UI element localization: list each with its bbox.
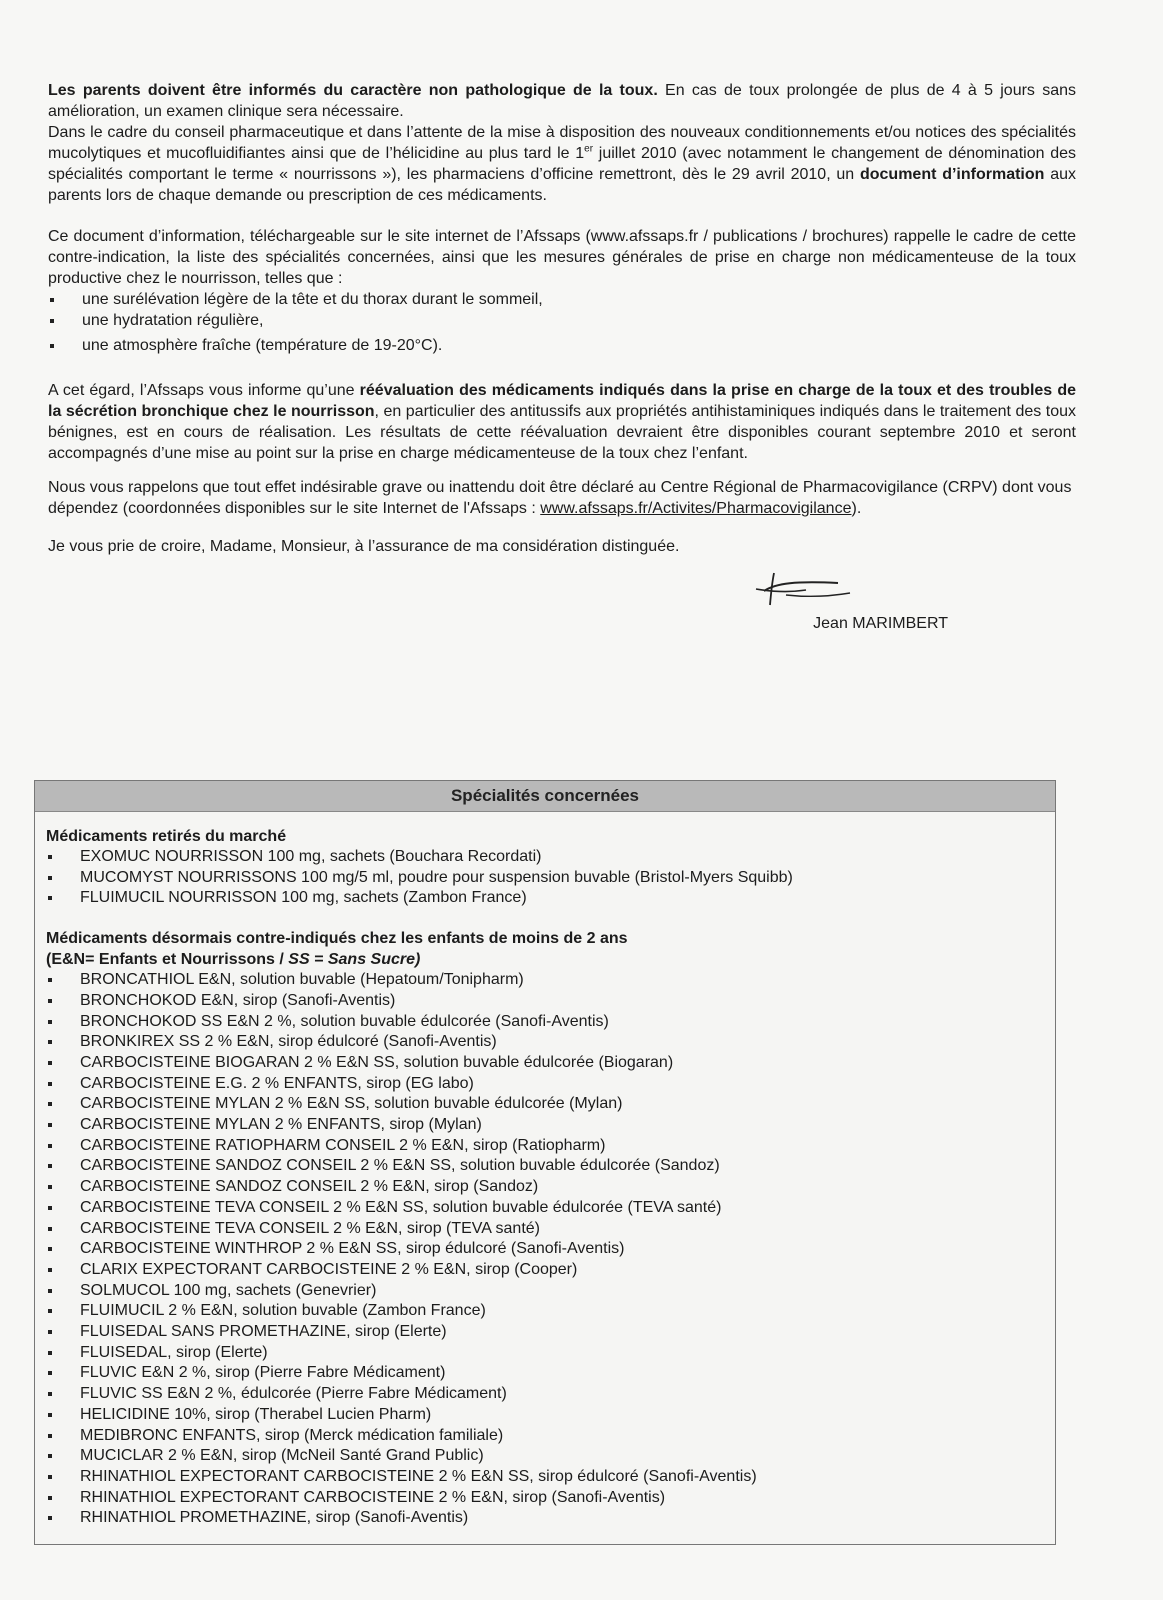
list-item: HELICIDINE 10%, sirop (Therabel Lucien Pharm) — [46, 1405, 1044, 1426]
list-item: MUCOMYST NOURRISSONS 100 mg/5 ml, poudre pour suspension buvable (Bristol-Myers Squibb) — [46, 868, 1044, 889]
list-item: BRONCATHIOL E&N, solution buvable (Hepatoum/Tonipharm) — [46, 970, 1044, 991]
list-item: FLUIMUCIL 2 % E&N, solution buvable (Zambon France) — [46, 1301, 1044, 1322]
list-item: BRONCHOKOD SS E&N 2 %, solution buvable édulcorée (Sanofi-Aventis) — [46, 1012, 1044, 1033]
list-item: CARBOCISTEINE TEVA CONSEIL 2 % E&N SS, solution buvable édulcorée (TEVA santé) — [46, 1198, 1044, 1219]
legend-part-b: SS = Sans Sucre) — [288, 951, 421, 969]
list-item: RHINATHIOL EXPECTORANT CARBOCISTEINE 2 % E&N, sirop (Sanofi-Aventis) — [46, 1488, 1044, 1509]
contraindicated-title: Médicaments désormais contre-indiqués chez les enfants de moins de 2 ans — [46, 930, 628, 948]
reeval-text-a: A cet égard, l’Afssaps vous informe qu’une — [48, 382, 360, 399]
list-item: FLUVIC E&N 2 %, sirop (Pierre Fabre Médicament) — [46, 1363, 1044, 1384]
specialties-box — [34, 780, 1056, 1545]
list-item: FLUIMUCIL NOURRISSON 100 mg, sachets (Zambon France) — [46, 888, 1044, 909]
advice-text-b: juillet 2010 (avec notamment le changement de dénomination des spécialités comportant le terme « nourrissons »), les pharmaciens d’officine remettront, dès le 29 avril 2010, un — [48, 145, 1077, 183]
list-item: FLUISEDAL SANS PROMETHAZINE, sirop (Elerte) — [46, 1322, 1044, 1343]
signature-block — [48, 569, 1076, 639]
intro-paragraph — [48, 80, 1076, 206]
list-item: CARBOCISTEINE RATIOPHARM CONSEIL 2 % E&N, sirop (Ratiopharm) — [46, 1136, 1044, 1157]
list-item: FLUISEDAL, sirop (Elerte) — [46, 1343, 1044, 1364]
reevaluation-paragraph — [48, 380, 1076, 464]
list-item: MUCICLAR 2 % E&N, sirop (McNeil Santé Grand Public) — [46, 1446, 1044, 1467]
list-item: CARBOCISTEINE E.G. 2 % ENFANTS, sirop (EG labo) — [46, 1074, 1044, 1095]
legend-part-a: (E&N= Enfants et Nourrissons / — [46, 951, 289, 969]
list-item: CARBOCISTEINE TEVA CONSEIL 2 % E&N, sirop (TEVA santé) — [46, 1219, 1044, 1240]
list-item: BRONCHOKOD E&N, sirop (Sanofi-Aventis) — [46, 991, 1044, 1012]
pharmaco-text: Nous vous rappelons que tout effet indésirable grave ou inattendu doit être déclaré au Centre Régional de Pharmacovigilance (CRPV) dont vous dépendez (coordonnées disponibles sur le site Internet de l'Afssaps : — [48, 479, 1072, 517]
list-item: BRONKIREX SS 2 % E&N, sirop édulcoré (Sanofi-Aventis) — [46, 1032, 1044, 1053]
pharmacovigilance-paragraph — [48, 477, 1076, 519]
doc-info-paragraph: Ce document d’information, téléchargeable sur le site internet de l’Afssaps (www.afssaps.fr / publications / brochures) rappelle le cadre de cette contre-indication, la liste des spécialités concernées, ainsi que les mesures générales de prise en charge non médicamenteuse de la toux productive chez le nourrisson, telles que : — [48, 228, 1076, 287]
list-item: CARBOCISTEINE WINTHROP 2 % E&N SS, sirop édulcoré (Sanofi-Aventis) — [46, 1239, 1044, 1260]
reeval-bold: réévaluation des médicaments indiqués dans la prise en charge de la toux et des troubles de la sécrétion bronchique chez le nourrisson — [48, 382, 1077, 420]
reeval-text-b: , en particulier des antitussifs aux propriétés antihistaminiques indiqués dans le traitement des toux bénignes, est en cours de réalisation. Les résultats de cette réévaluation devraient être disponibles courant septembre 2010 et seront accompagnés d’une mise au point sur la prise en charge médicamenteuse de la toux chez l’enfant. — [48, 403, 1077, 462]
pharmacovigilance-link[interactable]: www.afssaps.fr/Activites/Pharmacovigilance — [540, 500, 852, 517]
superscript-er: er — [584, 143, 594, 155]
list-item: MEDIBRONC ENFANTS, sirop (Merck médication familiale) — [46, 1426, 1044, 1447]
list-item: une surélévation légère de la tête et du thorax durant le sommeil, — [48, 289, 1076, 310]
list-item: SOLMUCOL 100 mg, sachets (Genevrier) — [46, 1281, 1044, 1302]
handwritten-signature — [746, 569, 856, 609]
list-item: EXOMUC NOURRISSON 100 mg, sachets (Bouchara Recordati) — [46, 847, 1044, 868]
letter-page — [48, 80, 1076, 639]
list-item: CARBOCISTEINE SANDOZ CONSEIL 2 % E&N, sirop (Sandoz) — [46, 1177, 1044, 1198]
list-item: RHINATHIOL PROMETHAZINE, sirop (Sanofi-Aventis) — [46, 1508, 1044, 1529]
list-item: CLARIX EXPECTORANT CARBOCISTEINE 2 % E&N, sirop (Cooper) — [46, 1260, 1044, 1281]
list-item: CARBOCISTEINE MYLAN 2 % ENFANTS, sirop (Mylan) — [46, 1115, 1044, 1136]
withdrawn-list — [46, 847, 1044, 909]
measures-list — [48, 289, 1076, 356]
list-item: une hydratation régulière, — [48, 310, 1076, 331]
signer-name: Jean MARIMBERT — [813, 615, 948, 632]
abbreviation-legend — [46, 949, 1044, 970]
advice-bold: document d’information — [859, 166, 1045, 183]
closing-formula: Je vous prie de croire, Madame, Monsieur, à l’assurance de ma considération distinguée. — [48, 538, 680, 555]
contraindicated-list — [46, 970, 1044, 1529]
list-item: RHINATHIOL EXPECTORANT CARBOCISTEINE 2 % E&N SS, sirop édulcoré (Sanofi-Aventis) — [46, 1467, 1044, 1488]
box-title: Spécialités concernées — [35, 781, 1055, 812]
list-item: CARBOCISTEINE MYLAN 2 % E&N SS, solution buvable édulcorée (Mylan) — [46, 1094, 1044, 1115]
list-item: CARBOCISTEINE SANDOZ CONSEIL 2 % E&N SS, solution buvable édulcorée (Sandoz) — [46, 1156, 1044, 1177]
list-item: FLUVIC SS E&N 2 %, édulcorée (Pierre Fabre Médicament) — [46, 1384, 1044, 1405]
pharmaco-end: ). — [851, 500, 862, 517]
intro-rest: En cas de toux prolongée de plus de 4 à 5 jours sans amélioration, un examen clinique sera nécessaire. — [48, 82, 1076, 120]
advice-text-c: aux parents lors de chaque demande ou prescription de ces médicaments. — [48, 166, 1076, 204]
list-item: CARBOCISTEINE BIOGARAN 2 % E&N SS, solution buvable édulcorée (Biogaran) — [46, 1053, 1044, 1074]
intro-bold: Les parents doivent être informés du caractère non pathologique de la toux. — [48, 82, 658, 99]
advice-text-a: Dans le cadre du conseil pharmaceutique et dans l’attente de la mise à disposition des nouveaux conditionnements et/ou notices des spécialités mucolytiques et mucofluidifiantes ainsi que de l’hélicidine au plus tard le 1 — [48, 124, 1076, 162]
list-item: une atmosphère fraîche (température de 19-20°C). — [48, 335, 1076, 356]
withdrawn-title: Médicaments retirés du marché — [46, 828, 287, 845]
